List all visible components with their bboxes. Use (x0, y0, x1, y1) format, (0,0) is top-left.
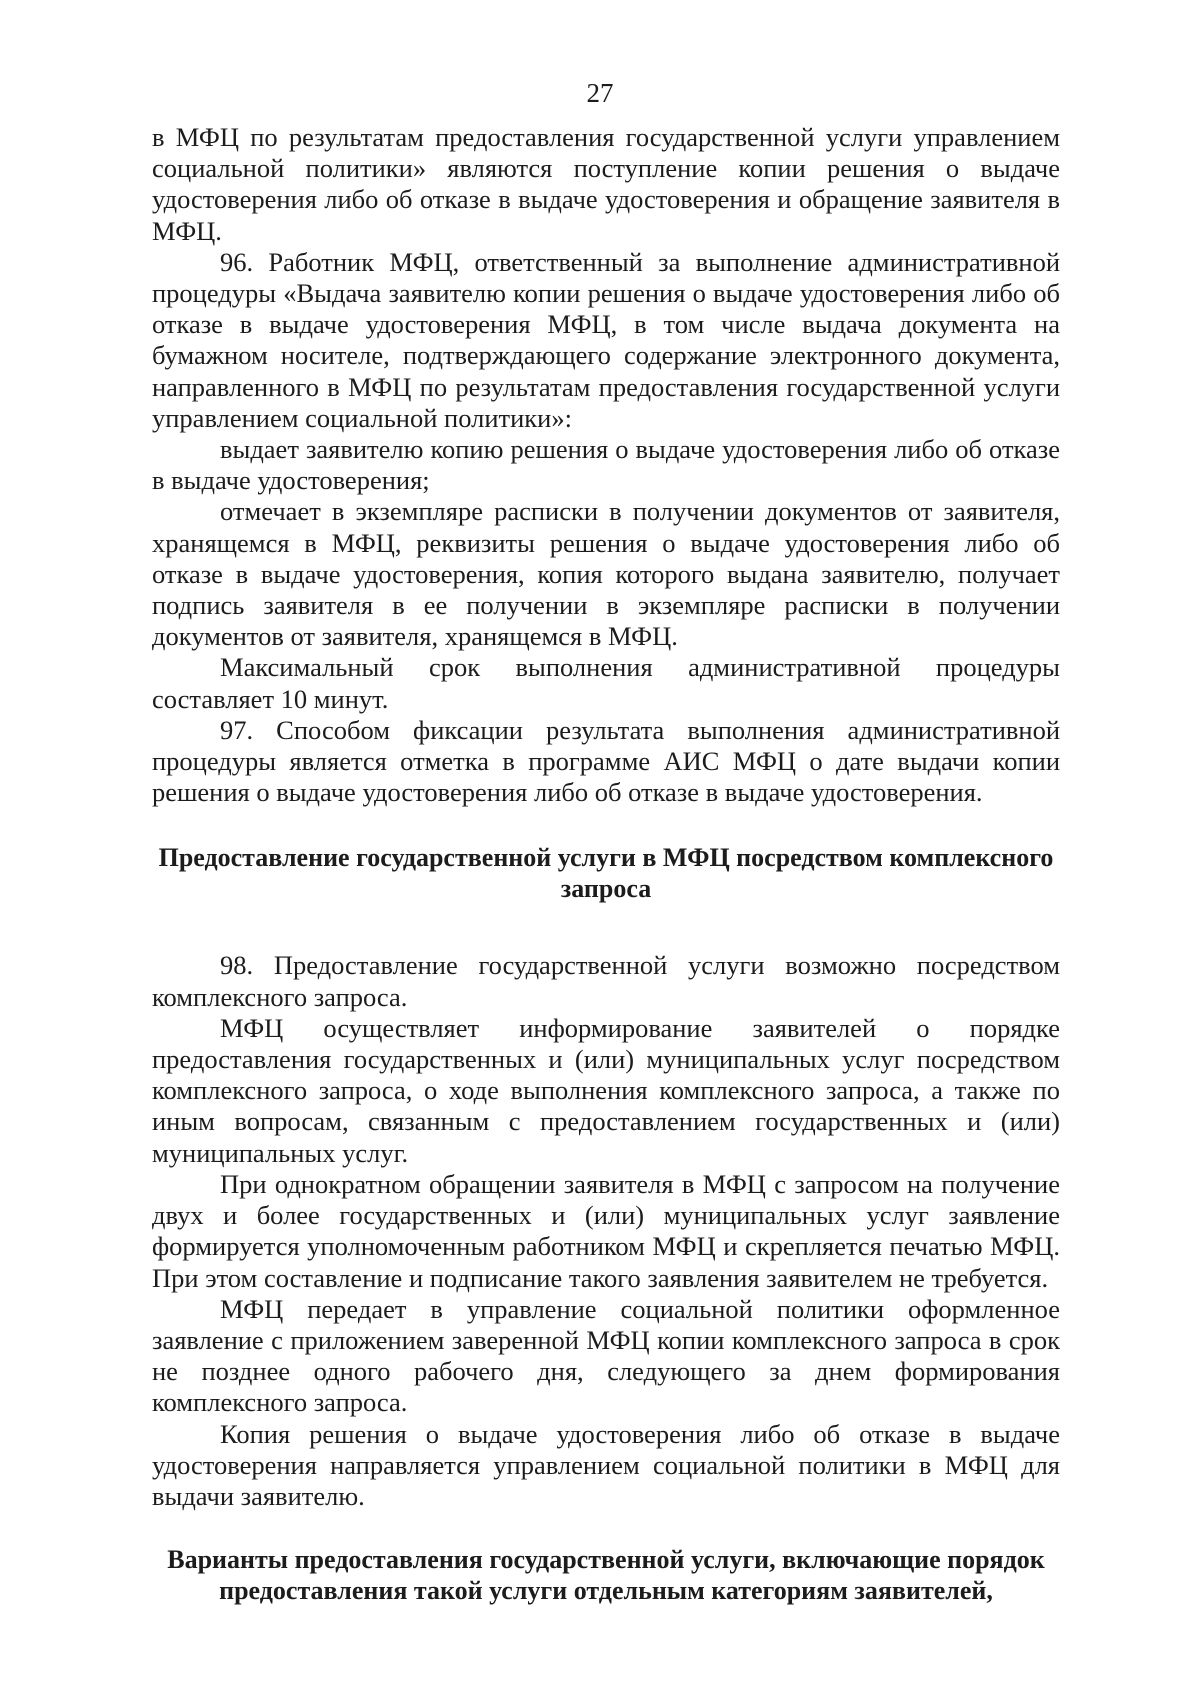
paragraph-mark-receipt: отмечает в экземпляре расписки в получении документов от заявителя, хранящемся в МФЦ, реквизиты решения о выдаче удостоверения либо об отказе в выдаче удостоверения, копия которого выдана заявителю, получает подпись заявителя в ее получении в экземпляре расписки в получении документов от заявителя, хранящемся в МФЦ. (152, 496, 1060, 652)
paragraph-max-time: Максимальный срок выполнения административной процедуры составляет 10 минут. (152, 652, 1060, 714)
paragraph-continuation: в МФЦ по результатам предоставления государственной услуги управлением социальной политики» являются поступление копии решения о выдаче удостоверения либо об отказе в выдаче удостоверения и обращение заявителя в МФЦ. (152, 122, 1060, 246)
paragraph-98: 98. Предоставление государственной услуги возможно посредством комплексного запроса. (152, 950, 1060, 1012)
paragraph-copy-sent: Копия решения о выдаче удостоверения либо об отказе в выдаче удостоверения направляется управлением социальной политики в МФЦ для выдачи заявителю. (152, 1418, 1060, 1511)
document-body (152, 122, 1060, 1606)
paragraph-informing: МФЦ осуществляет информирование заявителей о порядке предоставления государственных и (или) муниципальных услуг посредством комплексного запроса, о ходе выполнения комплексного запроса, а также по иным вопросам, связанным с предоставлением государственных и (или) муниципальных услуг. (152, 1012, 1060, 1168)
paragraph-transfer: МФЦ передает в управление социальной политики оформленное заявление с приложением заверенной МФЦ копии комплексного запроса в срок не позднее одного рабочего дня, следующего за днем формирования комплексного запроса. (152, 1293, 1060, 1418)
paragraph-96: 96. Работник МФЦ, ответственный за выполнение административной процедуры «Выдача заявителю копии решения о выдаче удостоверения либо об отказе в выдаче удостоверения МФЦ, в том числе выдача документа на бумажном носителе, подтверждающего содержание электронного документа, направленного в МФЦ по результатам предоставления государственной услуги управлением социальной политики»: (152, 246, 1060, 433)
paragraph-issue-copy: выдает заявителю копию решения о выдаче удостоверения либо об отказе в выдаче удостоверения; (152, 434, 1060, 496)
section-heading-complex-request: Предоставление государственной услуги в МФЦ посредством комплексного запроса (158, 843, 1054, 904)
page-number: 27 (586, 78, 614, 108)
paragraph-97: 97. Способом фиксации результата выполнения административной процедуры является отметка в программе АИС МФЦ о дате выдачи копии решения о выдаче удостоверения либо об отказе в выдаче удостоверения. (152, 714, 1060, 808)
paragraph-single-request: При однократном обращении заявителя в МФЦ с запросом на получение двух и более государственных и (или) муниципальных услуг заявление формируется уполномоченным работником МФЦ и скрепляется печатью МФЦ. При этом составление и подписание такого заявления заявителем не требуется. (152, 1168, 1060, 1293)
section-heading-variants: Варианты предоставления государственной услуги, включающие порядок предоставления такой услуги отдельным категориям заявителей, (167, 1545, 1045, 1606)
